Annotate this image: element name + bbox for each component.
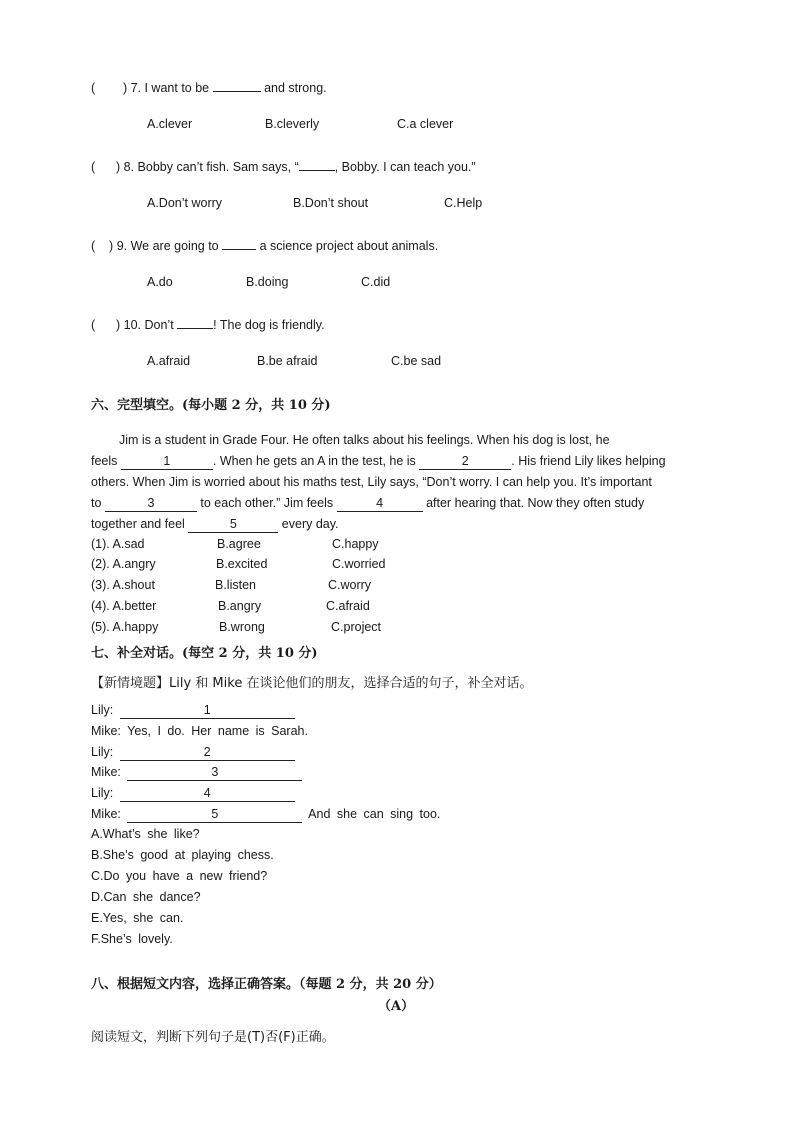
option-a[interactable]: A.clever	[147, 117, 193, 131]
choice-row-3-a[interactable]: (3). A.shout	[91, 578, 155, 592]
cloze-blank-1[interactable]: 1	[121, 455, 213, 470]
option-c[interactable]: C.Help	[444, 196, 483, 210]
question-text: 9. We are going to	[116, 239, 219, 253]
choice-row-5-a[interactable]: (5). A.happy	[91, 620, 159, 634]
cloze-blank-2[interactable]: 2	[419, 455, 511, 470]
question-text: 10. Don’t	[123, 318, 174, 332]
passage-line: others. When Jim is worried about his maths test, Lily says, “Don’t worry. I can help you. It’s important	[91, 475, 652, 489]
section-8-title: 八、根据短文内容，选择正确答案。（每题 2 分，共 20 分）	[91, 977, 442, 992]
passage-text: . When he gets an A in the test, he is	[212, 454, 416, 468]
cloze-blank-3[interactable]: 3	[105, 497, 197, 512]
cloze-passage	[91, 430, 711, 535]
question-text-tail: and strong.	[264, 81, 327, 95]
dialog-line-5	[91, 786, 295, 802]
dialog-line-3	[91, 745, 295, 761]
choice-row-1-c[interactable]: C.happy	[332, 537, 379, 551]
dialog-option-f[interactable]: F.She’s lovely.	[91, 932, 173, 946]
choice-row-5-c[interactable]: C.project	[331, 620, 382, 634]
option-a[interactable]: A.do	[147, 275, 173, 289]
speaker: Mike:	[91, 807, 121, 821]
dialog-text: Yes, I do. Her name is Sarah.	[127, 724, 308, 738]
passage-line: Jim is a student in Grade Four. He often talks about his feelings. When his dog is lost, he	[119, 433, 610, 447]
choice-row-4-a[interactable]: (4). A.better	[91, 599, 157, 613]
option-c[interactable]: C.a clever	[397, 117, 454, 131]
speaker: Lily:	[91, 745, 114, 759]
answer-blank[interactable]	[299, 156, 335, 171]
dialog-line-1	[91, 703, 295, 719]
answer-paren[interactable]: ( )	[91, 239, 114, 253]
dialog-blank-1[interactable]: 1	[120, 704, 295, 719]
question-10	[91, 314, 325, 332]
question-text-tail: ! The dog is friendly.	[213, 318, 325, 332]
dialog-option-b[interactable]: B.She’s good at playing chess.	[91, 848, 274, 862]
section-6-title: 六、完型填空。(每小题 2 分，共 10 分)	[91, 398, 331, 413]
question-text: 7. I want to be	[130, 81, 210, 95]
dialog-blank-4[interactable]: 4	[120, 787, 295, 802]
choice-row-3-b[interactable]: B.listen	[215, 578, 256, 592]
question-text-tail: a science project about animals.	[259, 239, 439, 253]
dialog-blank-5[interactable]: 5	[127, 808, 302, 823]
speaker: Mike:	[91, 765, 121, 779]
choice-row-4-b[interactable]: B.angry	[218, 599, 262, 613]
passage-line	[91, 493, 711, 514]
dialog-line-6	[91, 807, 440, 823]
section-7-intro: 【新情境题】Lily 和 Mike 在谈论他们的朋友，选择合适的句子，补全对话。	[91, 676, 533, 691]
passage-text: to	[91, 496, 102, 510]
option-b[interactable]: B.Don’t shout	[293, 196, 369, 210]
speaker: Lily:	[91, 786, 114, 800]
question-7	[91, 77, 327, 95]
option-a[interactable]: A.afraid	[147, 354, 191, 368]
answer-paren[interactable]: ( )	[91, 318, 121, 332]
option-b[interactable]: B.be afraid	[257, 354, 318, 368]
passage-text: after hearing that. Now they often study	[426, 496, 645, 510]
choice-row-1-b[interactable]: B.agree	[217, 537, 261, 551]
question-text-tail: , Bobby. I can teach you.”	[334, 160, 476, 174]
answer-blank[interactable]	[213, 77, 261, 92]
option-b[interactable]: B.doing	[246, 275, 289, 289]
choice-row-2-b[interactable]: B.excited	[216, 557, 268, 571]
choice-row-1-a[interactable]: (1). A.sad	[91, 537, 145, 551]
option-b[interactable]: B.cleverly	[265, 117, 320, 131]
passage-text: feels	[91, 454, 118, 468]
cloze-blank-4[interactable]: 4	[337, 497, 423, 512]
section-7-title: 七、补全对话。(每空 2 分，共 10 分)	[91, 646, 318, 661]
choice-row-3-c[interactable]: C.worry	[328, 578, 372, 592]
passage-line	[91, 514, 711, 535]
speaker: Mike:	[91, 724, 121, 738]
question-text: 8. Bobby can’t fish. Sam says, “	[123, 160, 299, 174]
passage-line	[91, 451, 711, 472]
question-9	[91, 235, 438, 253]
question-8	[91, 156, 476, 174]
passage-a-label: （A）	[378, 999, 415, 1014]
choice-row-2-a[interactable]: (2). A.angry	[91, 557, 156, 571]
option-c[interactable]: C.be sad	[391, 354, 442, 368]
dialog-blank-2[interactable]: 2	[120, 746, 295, 761]
cloze-blank-5[interactable]: 5	[188, 518, 278, 533]
option-c[interactable]: C.did	[361, 275, 391, 289]
passage-text: to each other.” Jim feels	[200, 496, 334, 510]
dialog-text: And she can sing too.	[308, 807, 441, 821]
choice-row-5-b[interactable]: B.wrong	[219, 620, 265, 634]
answer-blank[interactable]	[222, 235, 256, 250]
option-a[interactable]: A.Don’t worry	[147, 196, 223, 210]
answer-blank[interactable]	[177, 314, 213, 329]
dialog-option-e[interactable]: E.Yes, she can.	[91, 911, 184, 925]
answer-paren[interactable]: ( )	[91, 81, 128, 95]
dialog-option-d[interactable]: D.Can she dance?	[91, 890, 201, 904]
dialog-blank-3[interactable]: 3	[127, 766, 302, 781]
dialog-option-c[interactable]: C.Do you have a new friend?	[91, 869, 268, 883]
choice-row-4-c[interactable]: C.afraid	[326, 599, 370, 613]
speaker: Lily:	[91, 703, 114, 717]
passage-text: every day.	[281, 517, 339, 531]
choice-row-2-c[interactable]: C.worried	[332, 557, 386, 571]
passage-text: . His friend Lily likes helping	[511, 454, 666, 468]
dialog-line-2	[91, 724, 308, 738]
dialog-line-4	[91, 765, 302, 781]
dialog-option-a[interactable]: A.What’s she like?	[91, 827, 200, 841]
answer-paren[interactable]: ( )	[91, 160, 121, 174]
passage-text: together and feel	[91, 517, 185, 531]
section-8-instruction: 阅读短文，判断下列句子是(T)否(F)正确。	[91, 1030, 335, 1045]
